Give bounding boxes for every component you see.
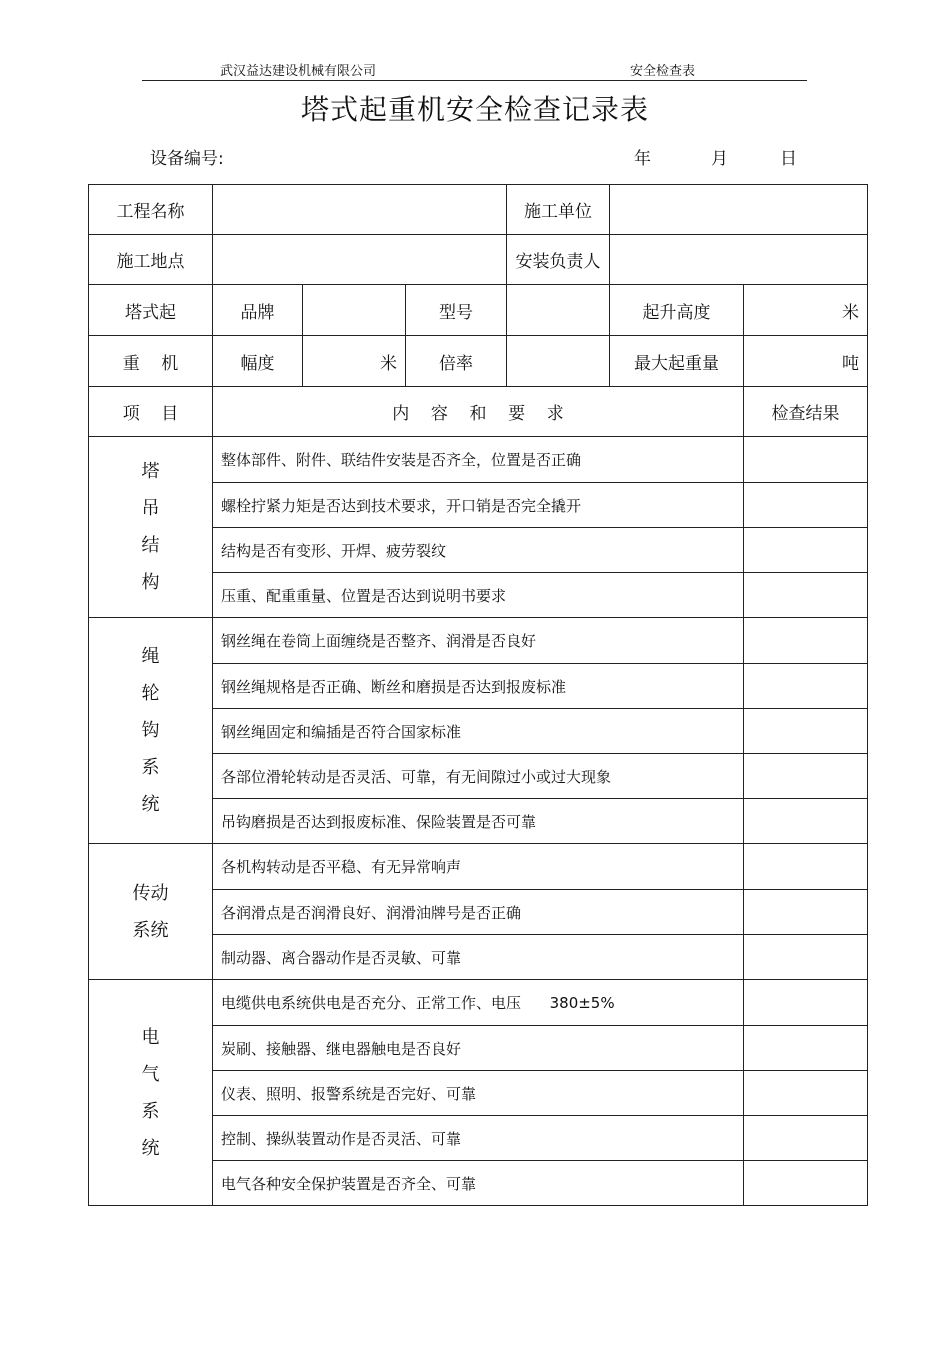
inspection-item-text: 压重、配重重量、位置是否达到说明书要求 <box>213 573 744 618</box>
section-name <box>89 437 213 618</box>
inspection-result-field[interactable] <box>744 1116 868 1161</box>
inspection-item-text: 螺栓拧紧力矩是否达到技术要求，开口销是否完全撬开 <box>213 483 744 528</box>
inspection-sections <box>89 437 868 1206</box>
inspection-row <box>89 618 868 664</box>
lift-height-label: 起升高度 <box>610 285 744 336</box>
item-column-header: 项 目 <box>89 387 213 437</box>
inspection-result-field[interactable] <box>744 709 868 754</box>
page-title: 塔式起重机安全检查记录表 <box>300 93 649 126</box>
project-name-field[interactable] <box>213 185 507 235</box>
info-row-project <box>89 185 868 235</box>
page-header <box>142 58 807 81</box>
amplitude-label: 幅度 <box>213 336 303 387</box>
inspection-item-text: 电气各种安全保护装置是否齐全、可靠 <box>213 1161 744 1206</box>
column-header-row <box>89 387 868 437</box>
section-name <box>89 618 213 844</box>
inspection-result-field[interactable] <box>744 935 868 980</box>
inspection-item-text: 各部位滑轮转动是否灵活、可靠，有无间隙过小或过大现象 <box>213 754 744 799</box>
inspection-item-text: 各润滑点是否润滑良好、润滑油牌号是否正确 <box>213 890 744 935</box>
section-name-line: 绳 <box>141 646 160 667</box>
section-name-line: 系 <box>141 1100 160 1122</box>
section-name-line: 统 <box>141 794 160 815</box>
date-year-label: 年 <box>634 149 651 169</box>
max-load-label: 最大起重量 <box>610 336 744 387</box>
inspection-result-field[interactable] <box>744 1071 868 1116</box>
section-name <box>89 980 213 1206</box>
inspection-item-text: 控制、操纵装置动作是否灵活、可靠 <box>213 1116 744 1161</box>
section-name-line: 钩 <box>141 720 160 741</box>
inspection-result-field[interactable] <box>744 573 868 618</box>
device-number-label: 设备编号: <box>150 149 224 169</box>
inspection-row <box>89 844 868 890</box>
model-label: 型号 <box>406 285 507 336</box>
inspection-row <box>89 980 868 1026</box>
inspection-result-field[interactable] <box>744 754 868 799</box>
section-name-line: 统 <box>141 1137 160 1159</box>
install-manager-label: 安装负责人 <box>507 235 610 285</box>
section-name-line: 系统 <box>132 919 169 941</box>
install-manager-field[interactable] <box>610 235 868 285</box>
inspection-row <box>89 437 868 483</box>
section-name-line: 系 <box>141 757 160 778</box>
crane-label-line1: 塔式起 <box>89 285 213 336</box>
inspection-result-field[interactable] <box>744 799 868 844</box>
ratio-field[interactable] <box>507 336 610 387</box>
construction-unit-label: 施工单位 <box>507 185 610 235</box>
section-name-line: 传动 <box>132 882 169 904</box>
inspection-result-field[interactable] <box>744 980 868 1026</box>
section-name-line: 电 <box>141 1026 160 1048</box>
date-month-label: 月 <box>711 149 728 169</box>
construction-unit-field[interactable] <box>610 185 868 235</box>
result-column-header: 检查结果 <box>744 387 868 437</box>
lift-height-field[interactable] <box>744 285 868 336</box>
date-day-label: 日 <box>780 149 797 169</box>
inspection-result-field[interactable] <box>744 528 868 573</box>
inspection-item-text: 钢丝绳固定和编插是否符合国家标准 <box>213 709 744 754</box>
inspection-result-field[interactable] <box>744 437 868 483</box>
site-label: 施工地点 <box>89 235 213 285</box>
max-load-field[interactable] <box>744 336 868 387</box>
section-name-line: 气 <box>141 1063 160 1085</box>
brand-field[interactable] <box>303 285 406 336</box>
ratio-label: 倍率 <box>406 336 507 387</box>
site-field[interactable] <box>213 235 507 285</box>
inspection-result-field[interactable] <box>744 844 868 890</box>
section-name-line: 构 <box>141 572 160 593</box>
info-row-crane-1 <box>89 285 868 336</box>
inspection-item-text: 吊钩磨损是否达到报废标准、保险装置是否可靠 <box>213 799 744 844</box>
section-name-line: 塔 <box>141 461 160 482</box>
inspection-result-field[interactable] <box>744 1161 868 1206</box>
inspection-item-text: 炭刷、接触器、继电器触电是否良好 <box>213 1026 744 1071</box>
brand-label: 品牌 <box>213 285 303 336</box>
inspection-item-text: 整体部件、附件、联结件安装是否齐全，位置是否正确 <box>213 437 744 483</box>
inspection-result-field[interactable] <box>744 618 868 664</box>
section-name-line: 结 <box>141 535 160 556</box>
project-name-label: 工程名称 <box>89 185 213 235</box>
amplitude-field[interactable] <box>303 336 406 387</box>
content-column-header: 内 容 和 要 求 <box>213 387 744 437</box>
section-name-line: 轮 <box>141 683 160 704</box>
section-name <box>89 844 213 980</box>
inspection-item-text: 电缆供电系统供电是否充分、正常工作、电压 380±5% <box>213 980 744 1026</box>
inspection-item-text: 钢丝绳规格是否正确、断丝和磨损是否达到报废标准 <box>213 664 744 709</box>
model-field[interactable] <box>507 285 610 336</box>
amplitude-unit: 米 <box>380 353 397 374</box>
inspection-item-text: 各机构转动是否平稳、有无异常响声 <box>213 844 744 890</box>
inspection-table <box>88 184 868 1206</box>
inspection-result-field[interactable] <box>744 890 868 935</box>
inspection-result-field[interactable] <box>744 483 868 528</box>
info-row-site <box>89 235 868 285</box>
inspection-item-text: 钢丝绳在卷筒上面缠绕是否整齐、润滑是否良好 <box>213 618 744 664</box>
inspection-item-text: 制动器、离合器动作是否灵敏、可靠 <box>213 935 744 980</box>
inspection-result-field[interactable] <box>744 1026 868 1071</box>
crane-label-line2: 重 机 <box>89 336 213 387</box>
inspection-item-text: 结构是否有变形、开焊、疲劳裂纹 <box>213 528 744 573</box>
inspection-result-field[interactable] <box>744 664 868 709</box>
info-row-crane-2 <box>89 336 868 387</box>
lift-height-unit: 米 <box>842 302 860 323</box>
inspection-item-text: 仪表、照明、报警系统是否完好、可靠 <box>213 1071 744 1116</box>
document-type: 安全检查表 <box>630 64 696 79</box>
section-name-line: 吊 <box>141 498 160 519</box>
max-load-unit: 吨 <box>842 353 860 374</box>
company-name: 武汉益达建设机械有限公司 <box>220 64 377 79</box>
